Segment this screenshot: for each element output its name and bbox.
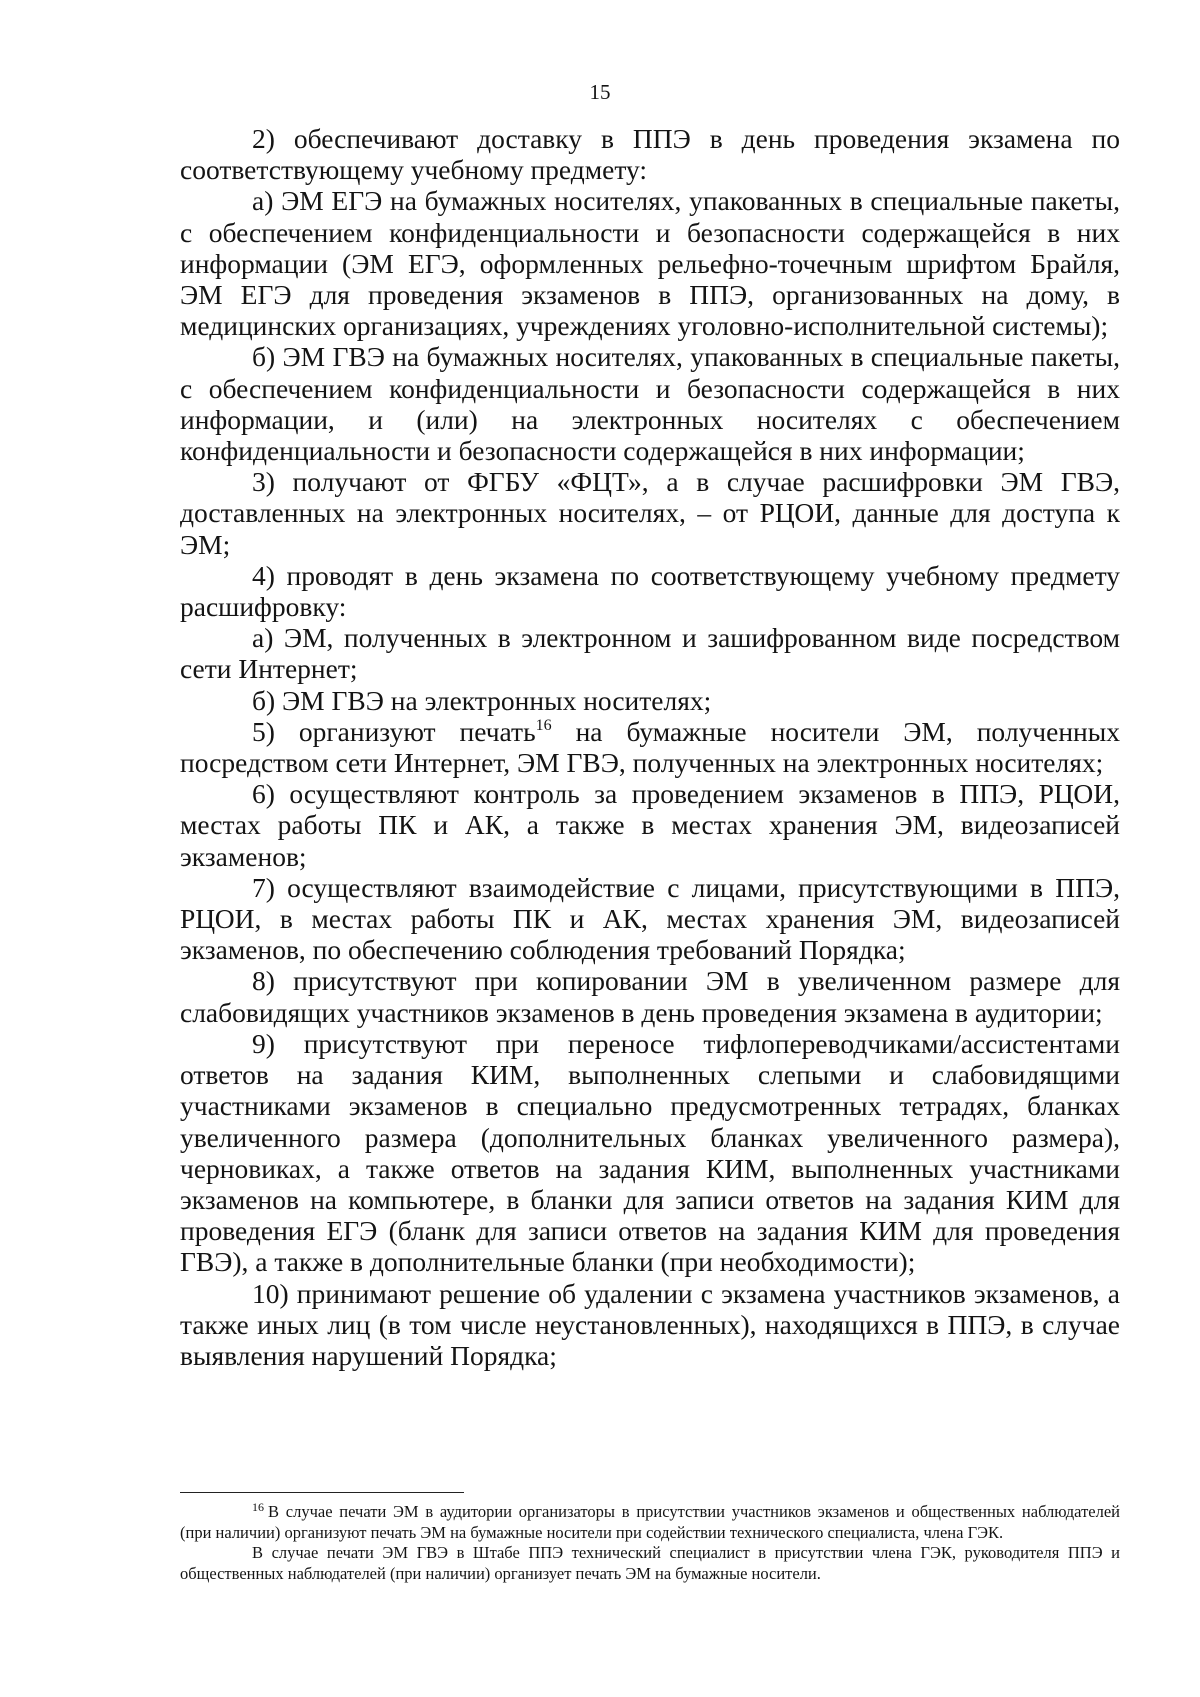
footnote-16 — [180, 1502, 1120, 1543]
footnote-marker: 16 — [252, 1500, 264, 1514]
paragraph-9: 9) присутствуют при переносе тифлопереводчиками/ассистентами ответов на задания КИМ, выполненных слепыми и слабовидящими участниками экзаменов в специально предусмотренных тетрадях, бланках увеличенного размера (дополнительных бланках увеличенного размера), черновиках, а также ответов на задания КИМ, выполненных участниками экзаменов на компьютере, в бланки для записи ответов на задания КИМ для проведения ЕГЭ (бланк для записи ответов на задания КИМ для проведения ГВЭ), а также в дополнительные бланки (при необходимости); — [180, 1027, 1120, 1278]
footnote-16-continuation: В случае печати ЭМ ГВЭ в Штабе ППЭ технический специалист в присутствии члена ГЭК, руководителя ППЭ и общественных наблюдателей (при наличии) организует печать ЭМ на бумажные носители. — [180, 1543, 1120, 1583]
footnote-ref-16[interactable]: 16 — [535, 716, 552, 734]
paragraph-5-text-after: на бумажные носители ЭМ, полученных посредством сети Интернет, ЭМ ГВЭ, полученных на электронных носителях; — [180, 715, 1120, 779]
paragraph-4a: а) ЭМ, полученных в электронном и зашифрованном виде посредством сети Интернет; — [180, 622, 1120, 685]
paragraph-2b: б) ЭМ ГВЭ на бумажных носителях, упакованных в специальные пакеты, с обеспечением конфиденциальности и безопасности содержащейся в них информации, и (или) на электронных носителях с обеспечением конфиденциальности и безопасности содержащейся в них информации; — [180, 341, 1120, 467]
footnote-16-text: В случае печати ЭМ в аудитории организаторы в присутствии участников экзаменов и общественных наблюдателей (при наличии) организуют печать ЭМ на бумажные носители при содействии технического специалиста, члена ГЭК. — [180, 1502, 1120, 1542]
paragraph-2: 2) обеспечивают доставку в ППЭ в день проведения экзамена по соответствующему учебному предмету: — [180, 123, 1120, 186]
footnotes — [180, 1502, 1120, 1584]
paragraph-7: 7) осуществляют взаимодействие с лицами, присутствующими в ППЭ, РЦОИ, в местах работы ПК и АК, местах хранения ЭМ, видеозаписей экзаменов, по обеспечению соблюдения требований Порядка; — [180, 871, 1120, 966]
footnote-separator — [180, 1492, 464, 1493]
paragraph-4b: б) ЭМ ГВЭ на электронных носителях; — [252, 684, 712, 716]
paragraph-6: 6) осуществляют контроль за проведением экзаменов в ППЭ, РЦОИ, местах работы ПК и АК, а также в местах хранения ЭМ, видеозаписей экзаменов; — [180, 778, 1120, 872]
body-text — [180, 123, 1120, 1371]
paragraph-10: 10) принимают решение об удалении с экзамена участников экзаменов, а также иных лиц (в том числе неустановленных), находящихся в ППЭ, в случае выявления нарушений Порядка; — [180, 1277, 1120, 1371]
paragraph-5 — [180, 716, 1120, 778]
paragraph-8: 8) присутствуют при копировании ЭМ в увеличенном размере для слабовидящих участников экзаменов в день проведения экзамена в аудитории; — [180, 965, 1120, 1028]
page-number: 15 — [589, 80, 611, 104]
paragraph-4: 4) проводят в день экзамена по соответствующему учебному предмету расшифровку: — [180, 559, 1120, 623]
paragraph-3: 3) получают от ФГБУ «ФЦТ», а в случае расшифровки ЭМ ГВЭ, доставленных на электронных носителях, – от РЦОИ, данные для доступа к ЭМ; — [180, 466, 1120, 560]
paragraph-2a: а) ЭМ ЕГЭ на бумажных носителях, упакованных в специальные пакеты, с обеспечением конфиденциальности и безопасности содержащейся в них информации (ЭМ ЕГЭ, оформленных рельефно-точечным шрифтом Брайля, ЭМ ЕГЭ для проведения экзаменов в ППЭ, организованных на дому, в медицинских организациях, учреждениях уголовно-исполнительной системы); — [180, 185, 1120, 342]
paragraph-5-text: 5) организуют печать — [252, 715, 536, 747]
